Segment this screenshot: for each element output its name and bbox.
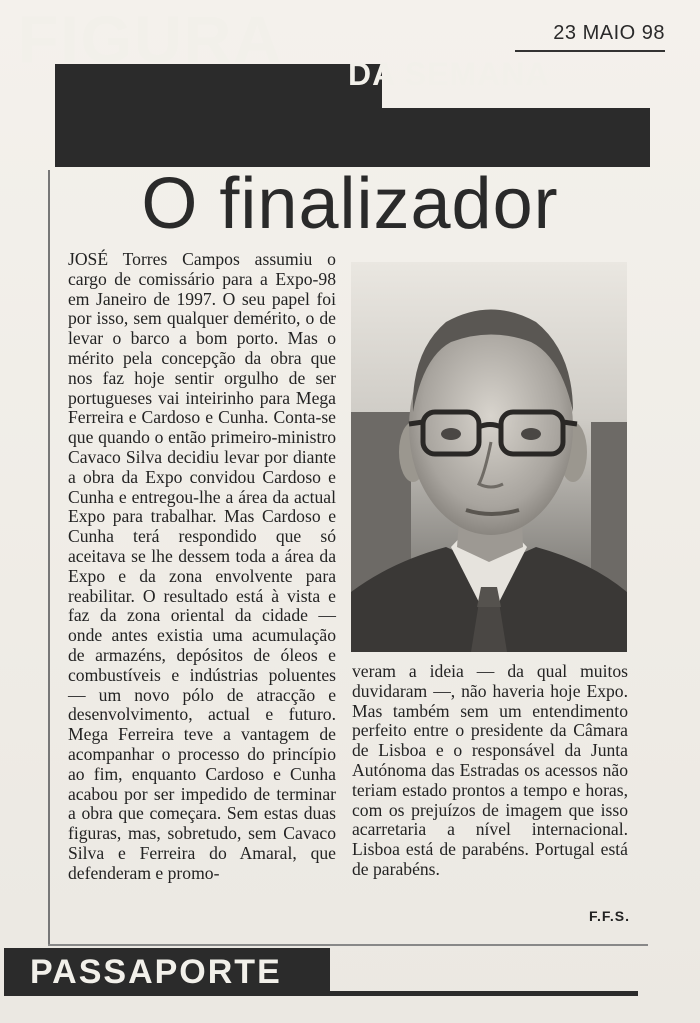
article-left-column [68,250,336,884]
article-right-column [352,662,628,880]
portrait-photo-icon [351,262,627,652]
header-band-left [55,64,382,167]
left-border-rule [48,170,50,945]
header-title-da-semana: DA SEMANA [348,56,550,92]
header-band-right [382,108,650,167]
portrait-photo-icon [351,262,627,652]
author-byline: F.F.S. [588,908,630,924]
article-bottom-rule [48,944,648,946]
left-column-text: Torres Campos assumiu o cargo de comissário para a Expo-98 em Janeiro de 1997. O seu papel foi por isso, sem qualquer demérito, o de levar o barco a bom porto. Mas o mérito pela concepção da obra que nos faz hoje sentir orgulho de ser portugueses vai inteirinho para Mega Ferreira e Cardoso e Cunha. Conta-se que quando o então primeiro-ministro Cavaco Silva decidiu levar por diante a obra da Expo convidou Cardoso e Cunha e entregou-lhe a área da actual Expo para trabalhar. Mas Cardoso e Cunha terá respondido que só aceitava se lhe dessem toda a área da Expo e da zona envolvente para reabilitar. O resultado está à vista e faz da zona oriental da cidade — onde antes existia uma acumulação de armazéns, depósitos de óleos e combustíveis e indústrias poluentes — um novo pólo de atracção e desenvolvimento, actual e futuro. Mega Ferreira teve a vantagem de acompanhar o processo do princípio ao fim, enquanto Cardoso e Cunha acabou por ser impedido de terminar a obra que começara. Sem estas duas figuras, mas, sobretudo, sem Cavaco Silva e Ferreira do Amaral, que defenderam e promo- [68,249,336,883]
article-headline: O finalizador [141,164,559,244]
article-paragraph [68,250,336,884]
right-column-text: veram a ideia — da qual muitos duvidaram —, não haveria hoje Expo. Mas também sem um entendimento perfeito entre o presidente da Câmara de Lisboa e o responsável da Junta Autónoma das Estradas os acessos não teriam estado prontos a tempo e horas, com os prejuízos de imagem que isso acarretaria a nível internacional. Lisboa está de parabéns. Portugal está de parabéns. [352,661,628,879]
header-title-figura: FIGURA [18,2,283,76]
date-underline [515,50,665,52]
lead-word: JOSÉ [68,249,109,269]
issue-date: 23 MAIO 98 [553,22,665,44]
section-title-passaporte: PASSAPORTE [30,953,282,991]
